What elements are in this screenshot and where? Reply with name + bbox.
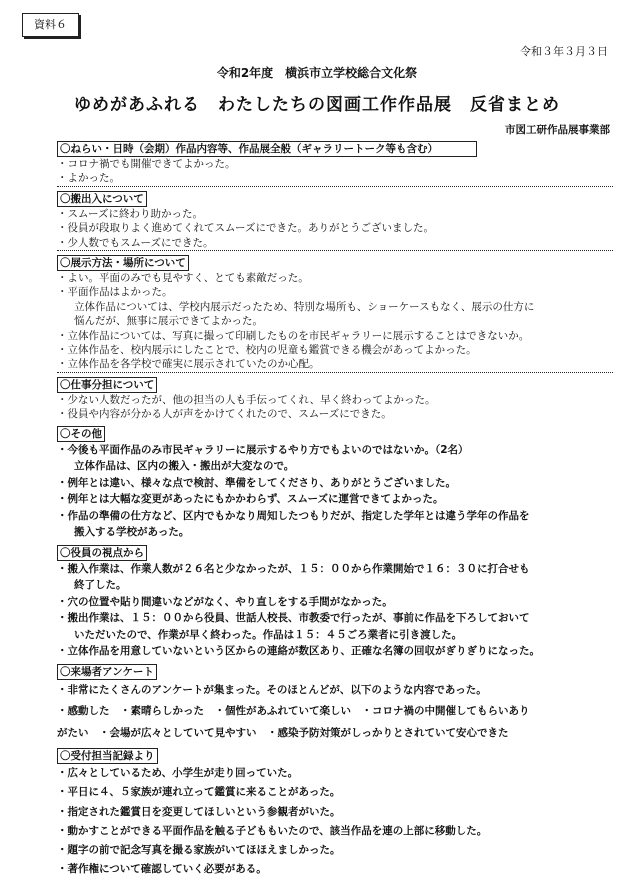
- section-heading: 〇受付担当記録より: [57, 748, 158, 764]
- section-reception-records: [57, 744, 617, 879]
- list-item: ・穴の位置や貼り間違いなどがなく、やり直しをする手間がなかった。: [57, 595, 393, 608]
- list-item: ・立体作品については、写真に撮って印刷したものを市民ギャラリーに展示することはできないか。: [57, 329, 530, 342]
- list-item: ・指定された鑑賞日を変更してほしいという参観者がいた。: [57, 805, 341, 818]
- section-other: [57, 422, 617, 541]
- section-overall: [57, 137, 617, 187]
- list-item: ・少人数でもスムーズにできた。: [57, 236, 613, 251]
- list-item: ・役員や内容が分かる人が声をかけてくれたので、スムーズにできた。: [57, 408, 392, 421]
- list-item: がたい ・会場が広々としていて見やすい ・感染予防対策がしっかりとされていて安心できた: [57, 726, 509, 739]
- section-heading: 〇来場者アンケート: [57, 664, 157, 680]
- section-heading: 〇ねらい・日時（会期）作品内容等、作品展全般（ギャラリートーク等も含む）: [57, 141, 477, 157]
- document-subtitle: 令和2年度 横浜市立学校総合文化祭: [216, 66, 418, 80]
- list-item: ・少ない人数だったが、他の担当の人も手伝ってくれ、早く終わってよかった。: [57, 393, 436, 406]
- list-item: ・役員が段取りよく進めてくれてスムーズにできた。ありがとうございました。: [57, 222, 434, 235]
- section-heading: 〇役員の視点から: [57, 545, 147, 561]
- section-heading: 〇仕事分担について: [57, 377, 157, 393]
- list-item: ・立体作品を各学校で確実に展示されていたのか心配。: [57, 357, 613, 372]
- section-roles: [57, 373, 617, 422]
- section-heading: 〇展示方法・場所について: [57, 255, 189, 271]
- list-item: ・著作権について確認していく必要がある。: [57, 863, 267, 876]
- list-item-continued: 悩んだが、無事に展示できてよかった。: [74, 315, 263, 328]
- list-item: ・今後も平面作品のみ市民ギャラリーに展示するやり方でもよいのではないか。（2名）: [57, 443, 469, 456]
- list-item: ・立体作品を、校内展示にしたことで、校内の児童も鑑賞できる機会があってよかった。: [57, 344, 477, 357]
- list-item-continued: 終了した。: [74, 579, 127, 592]
- document-date: 令和３年３月３日: [520, 45, 608, 58]
- list-item: ・非常にたくさんのアンケートが集まった。そのほとんどが、以下のような内容であった。: [57, 683, 487, 696]
- list-item: ・搬出作業は、１５：００から役員、世話人校長、市教委で行ったが、事前に作品を下ろしておいて: [57, 612, 530, 625]
- list-item: ・感動した ・素晴らしかった ・個性があふれていて楽しい ・コロナ禍の中開催してもらいあり: [57, 705, 530, 718]
- list-item: ・題字の前で記念写真を撮る家族がいてほほえましかった。: [57, 844, 341, 856]
- document-badge: 資料６: [22, 13, 79, 37]
- section-visitor-survey: [57, 660, 617, 745]
- list-item: ・コロナ禍でも開催できてよかった。: [57, 158, 236, 170]
- list-item-continued: 立体作品は、区内の搬入・搬出が大変なので。: [74, 460, 295, 473]
- section-officers: [57, 541, 617, 660]
- section-heading: 〇搬出入について: [57, 191, 147, 207]
- list-item: ・平日に４、５家族が連れ立って鑑賞に来ることがあった。: [57, 786, 341, 799]
- list-item: ・よかった。: [57, 171, 613, 186]
- document-title: ゆめがあふれる わたしたちの図画工作作品展 反省まとめ: [74, 95, 560, 115]
- section-transport: [57, 187, 617, 251]
- list-item: ・作品の準備の仕方など、区内でもかなり周知したつもりだが、指定した学年とは違う学年の作品を: [57, 509, 530, 522]
- list-item: ・広々としているため、小学生が走り回っていた。: [57, 767, 299, 780]
- list-item: ・動かすことができる平面作品を触る子どももいたので、該当作品を連の上部に移動した。: [57, 824, 488, 837]
- list-item: ・立体作品を用意していないという区からの連絡が数区あり、正確な名簿の回収がぎりぎりになった。: [57, 645, 540, 658]
- list-item-continued: いただいたので、作業が早く終わった。作品は１５：４５ごろ業者に引き渡した。: [74, 628, 463, 641]
- list-item: ・例年とは大幅な変更があったにもかかわらず、スムーズに運営できてよかった。: [57, 493, 444, 506]
- list-item: ・例年とは違い、様々な点で検討、準備をしてくださり、ありがとうございました。: [57, 476, 456, 489]
- section-display: [57, 251, 617, 373]
- list-item-continued: 搬入する学校があった。: [74, 526, 190, 539]
- list-item: ・よい。平面のみでも見やすく、とても素敵だった。: [57, 272, 309, 285]
- list-item-continued: 立体作品については、学校内展示だったため、特別な場所も、ショーケースもなく、展示の仕方に: [74, 300, 535, 313]
- list-item: ・スムーズに終わり助かった。: [57, 207, 203, 220]
- list-item: ・搬入作業は、作業人数が２６名と少なかったが、１５：００から作業開始で１６：３０に打合せも: [57, 562, 530, 575]
- document-organization: 市図工研作品展事業部: [505, 124, 610, 136]
- section-heading: 〇その他: [57, 426, 105, 442]
- document-body: [57, 137, 617, 879]
- list-item: ・平面作品はよかった。: [57, 286, 173, 299]
